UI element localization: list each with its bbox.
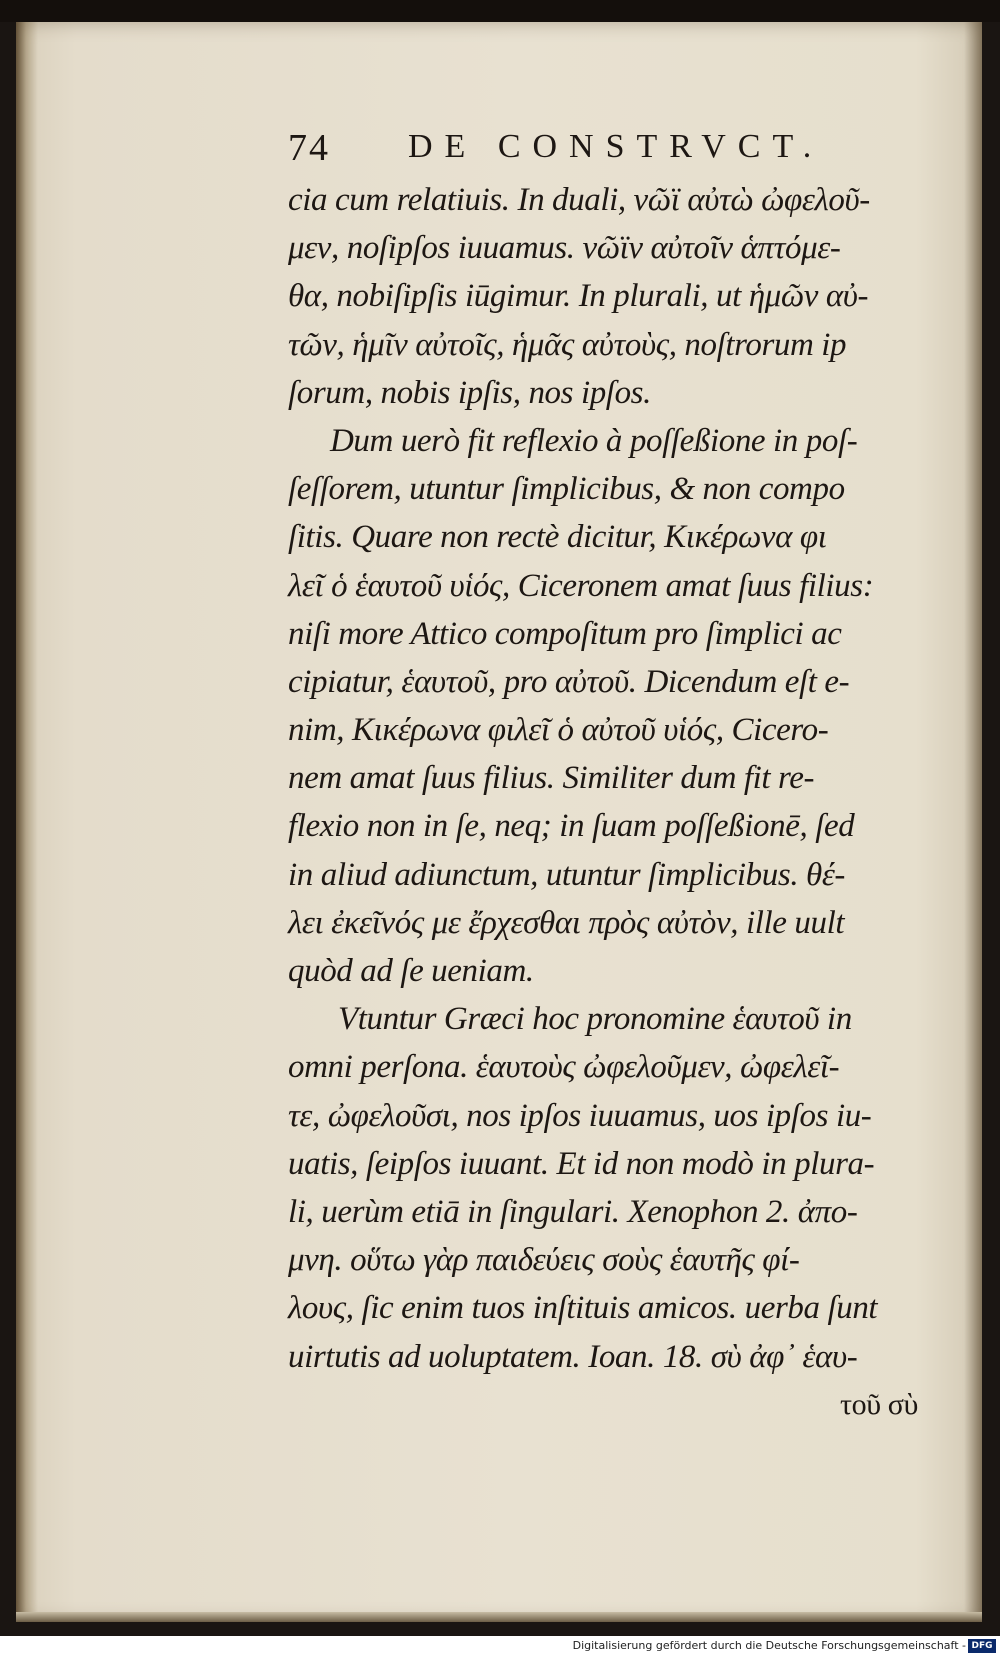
- text-line: λους, ſic enim tuos inſtituis amicos. uerba ſunt: [288, 1290, 878, 1327]
- text-line: θα, nobiſipſis iūgimur. In plurali, ut ἡμῶν αὐ-: [288, 278, 869, 315]
- text-line: cipiatur, ἑαυτοῦ, pro αὐτοῦ. Dicendum eſt e-: [288, 663, 850, 700]
- dfg-logo: DFG: [968, 1639, 996, 1653]
- text-line: niſi more Attico compoſitum pro ſimplici ac: [288, 615, 842, 652]
- text-line: quòd ad ſe ueniam.: [288, 953, 534, 989]
- text-line: τῶν, ἡμῖν αὐτοῖς, ἡμᾶς αὐτοὺς, noſtrorum ip: [288, 326, 847, 363]
- page-bottom-edge: [16, 1612, 982, 1622]
- text-line: nim, Κικέρωνα φιλεῖ ὁ αὐτοῦ υἱός, Cicero-: [288, 712, 829, 749]
- text-line: λει ἐκεῖνός με ἔρχεσθαι πρὸς αὐτὸν, ille uult: [288, 904, 845, 941]
- text-line: uatis, ſeipſos iuuant. Et id non modò in plura-: [288, 1145, 875, 1182]
- text-line: cia cum relatiuis. In duali, νῶϊ αὐτὼ ὠφελοῦ-: [288, 182, 870, 218]
- text-line: μεν, noſipſos iuuamus. νῶϊν αὐτοῖν ἁπτόμε-: [288, 230, 841, 267]
- text-line: in aliud adiunctum, utuntur ſimplicibus. θέ-: [288, 856, 846, 893]
- digitization-credit-text: Digitalisierung gefördert durch die Deutsche Forschungsgemeinschaft -: [572, 1639, 966, 1652]
- catchword: τοῦ σὺ: [839, 1387, 918, 1421]
- page-number: 74: [288, 127, 330, 169]
- text-line: λεῖ ὁ ἑαυτοῦ υἱός, Ciceronem amat ſuus filius:: [288, 567, 874, 604]
- text-line: ſeſſorem, utuntur ſimplicibus, & non compo: [288, 471, 845, 508]
- text-line: uirtutis ad uoluptatem. Ioan. 18. σὺ ἀφ᾽ ἑαυ-: [288, 1338, 858, 1375]
- scan-top-border: [0, 0, 1000, 22]
- paragraph-start-line: Dum uerò fit reflexio à poſſeßione in poſ-: [330, 422, 858, 459]
- text-line: τε, ὠφελοῦσι, nos ipſos iuuamus, uos ipſos iu-: [288, 1097, 872, 1134]
- page-header: [288, 120, 928, 176]
- text-line: nem amat ſuus filius. Similiter dum fit re-: [288, 760, 815, 797]
- page-text-block: [288, 120, 928, 1429]
- paragraph-start-line: Vtuntur Græci hoc pronomine ἑαυτοῦ in: [338, 1001, 852, 1038]
- text-line: μνη. οὕτω γὰρ παιδεύεις σοὺς ἑαυτῆς φί-: [288, 1242, 800, 1279]
- text-line: ſitis. Quare non rectè dicitur, Κικέρωνα φι: [288, 519, 827, 556]
- text-line: ſorum, nobis ipſis, nos ipſos.: [288, 374, 651, 411]
- text-line: omni perſona. ἑαυτοὺς ὠφελοῦμεν, ὠφελεῖ-: [288, 1049, 840, 1086]
- digitization-credit-bar: [0, 1636, 1000, 1656]
- text-line: flexio non in ſe, neq; in ſuam poſſeßionē, ſed: [288, 808, 855, 845]
- running-title: DE CONSTRVCT.: [408, 128, 824, 165]
- text-line: li, uerùm etiā in ſingulari. Xenophon 2. ἀπο-: [288, 1193, 858, 1230]
